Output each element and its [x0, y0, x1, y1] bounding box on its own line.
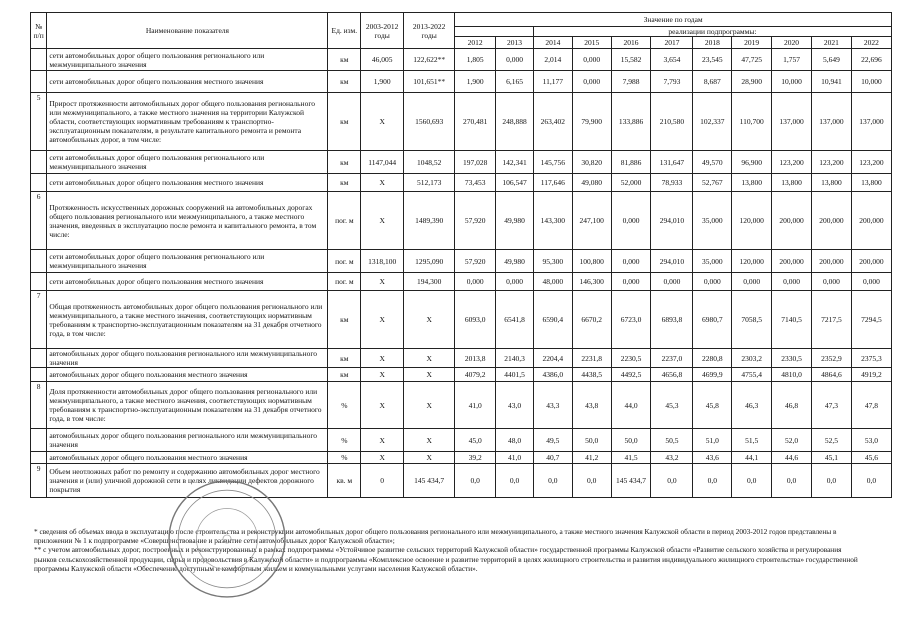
row-year-value: 0,0: [811, 464, 851, 498]
row-year-value: 294,010: [651, 192, 693, 250]
row-year-value: 43,0: [496, 382, 534, 429]
row-period-2013-2022: 512,173: [404, 174, 455, 192]
row-year-value: 2204,4: [533, 349, 572, 368]
row-year-value: 7,793: [651, 71, 693, 93]
table-row: [31, 174, 892, 192]
row-no: 9: [31, 464, 47, 498]
row-year-value: 4699,9: [693, 368, 732, 382]
row-year-value: 7217,5: [811, 291, 851, 349]
row-year-value: 110,700: [732, 93, 772, 151]
row-year-value: 6093,0: [455, 291, 496, 349]
row-year-value: 0,000: [455, 273, 496, 291]
row-year-value: 4656,8: [651, 368, 693, 382]
row-no: 7: [31, 291, 47, 349]
table-row: [31, 192, 892, 250]
row-year-value: 0,0: [693, 464, 732, 498]
table-row: [31, 382, 892, 429]
row-year-value: 7294,5: [851, 291, 891, 349]
row-year-value: 7058,5: [732, 291, 772, 349]
row-period-2003-2012: X: [361, 429, 404, 452]
row-year-value: 2231,8: [572, 349, 611, 368]
row-period-2003-2012: X: [361, 192, 404, 250]
row-period-2013-2022: 1295,090: [404, 250, 455, 273]
row-name: Протяженность искусственных дорожных сооружений на автомобильных дорогах общего пользования регионального или межмуниципального, а также местного значения, введенных в эксплуатацию после ремонта и капитального ремонта, в том числе:: [47, 192, 328, 250]
row-year-value: 10,941: [811, 71, 851, 93]
row-year-value: 43,3: [533, 382, 572, 429]
row-year-value: 45,1: [811, 452, 851, 464]
row-year-value: 28,900: [732, 71, 772, 93]
row-period-2003-2012: X: [361, 291, 404, 349]
row-name: сети автомобильных дорог общего пользования местного значения: [47, 71, 328, 93]
row-period-2003-2012: X: [361, 349, 404, 368]
header-unit: Ед. изм.: [328, 13, 361, 49]
row-name: Объем неотложных работ по ремонту и содержанию автомобильных дорог местного значения и (или) уличной дорожной сети в целях ликвидации дефектов дорожного покрытия: [47, 464, 328, 498]
row-year-value: 49,980: [496, 250, 534, 273]
row-name: автомобильных дорог общего пользования регионального или межмуниципального значения: [47, 349, 328, 368]
row-year-value: 45,6: [851, 452, 891, 464]
row-year-value: 145,756: [533, 151, 572, 174]
row-period-2013-2022: 1048,52: [404, 151, 455, 174]
row-year-value: 2375,3: [851, 349, 891, 368]
row-no: [31, 49, 47, 71]
row-year-value: 0,000: [693, 273, 732, 291]
row-period-2003-2012: 1147,044: [361, 151, 404, 174]
row-period-2003-2012: X: [361, 382, 404, 429]
row-unit: %: [328, 382, 361, 429]
row-year-value: 50,5: [651, 429, 693, 452]
row-name: Прирост протяженности автомобильных дорог общего пользования регионального или межмуниципального, а также местного значения на территории Калужской области, соответствующих нормативным требованиям к транспортно-эксплуатационным показателям, в результате капитального ремонта и ремонта автомобильных дорог, в том числе:: [47, 93, 328, 151]
row-year-value: 2237,0: [651, 349, 693, 368]
table-row: [31, 368, 892, 382]
row-year-value: 2303,2: [732, 349, 772, 368]
header-group-sub: реализации подпрограммы:: [533, 27, 891, 37]
header-year: 2014: [533, 37, 572, 49]
row-year-value: 23,545: [693, 49, 732, 71]
row-year-value: 146,300: [572, 273, 611, 291]
row-no: [31, 368, 47, 382]
row-year-value: 2013,8: [455, 349, 496, 368]
row-year-value: 137,000: [772, 93, 812, 151]
row-year-value: 8,687: [693, 71, 732, 93]
row-year-value: 49,5: [533, 429, 572, 452]
row-no: 8: [31, 382, 47, 429]
table-row: [31, 429, 892, 452]
row-year-value: 51,0: [693, 429, 732, 452]
row-year-value: 48,0: [496, 429, 534, 452]
row-period-2013-2022: 145 434,7: [404, 464, 455, 498]
row-no: 5: [31, 93, 47, 151]
row-year-value: 210,580: [651, 93, 693, 151]
header-year: 2017: [651, 37, 693, 49]
row-year-value: 0,000: [611, 250, 651, 273]
row-no: [31, 349, 47, 368]
row-year-value: 49,570: [693, 151, 732, 174]
row-year-value: 200,000: [811, 250, 851, 273]
row-year-value: 1,757: [772, 49, 812, 71]
row-year-value: 3,654: [651, 49, 693, 71]
row-unit: км: [328, 49, 361, 71]
row-unit: %: [328, 429, 361, 452]
header-period-2013-2022: 2013-2022 годы: [404, 13, 455, 49]
row-year-value: 2352,9: [811, 349, 851, 368]
row-year-value: 142,341: [496, 151, 534, 174]
row-year-value: 22,696: [851, 49, 891, 71]
row-year-value: 45,3: [651, 382, 693, 429]
row-year-value: 2,014: [533, 49, 572, 71]
row-year-value: 137,000: [811, 93, 851, 151]
row-period-2013-2022: X: [404, 452, 455, 464]
row-year-value: 200,000: [772, 250, 812, 273]
row-year-value: 123,200: [772, 151, 812, 174]
row-year-value: 0,000: [572, 49, 611, 71]
row-year-value: 4401,5: [496, 368, 534, 382]
table-row: [31, 273, 892, 291]
row-year-value: 0,0: [533, 464, 572, 498]
document-table-container: [30, 12, 892, 498]
row-year-value: 7140,5: [772, 291, 812, 349]
row-year-value: 45,8: [693, 382, 732, 429]
header-year: 2016: [611, 37, 651, 49]
row-year-value: 41,2: [572, 452, 611, 464]
row-year-value: 100,800: [572, 250, 611, 273]
row-year-value: 41,5: [611, 452, 651, 464]
row-year-value: 52,0: [772, 429, 812, 452]
row-year-value: 2230,5: [611, 349, 651, 368]
row-year-value: 47,3: [811, 382, 851, 429]
row-year-value: 43,8: [572, 382, 611, 429]
row-unit: км: [328, 71, 361, 93]
row-year-value: 50,0: [572, 429, 611, 452]
row-no: [31, 273, 47, 291]
row-name: сети автомобильных дорог общего пользования местного значения: [47, 174, 328, 192]
row-year-value: 2330,5: [772, 349, 812, 368]
row-year-value: 6893,8: [651, 291, 693, 349]
row-year-value: 143,300: [533, 192, 572, 250]
row-year-value: 0,000: [611, 273, 651, 291]
footnote-2: ** с учетом автомобильных дорог, построенных и реконструированных в рамках подпрограммы «Устойчивое развитие сельских территорий Калужской области» государственной программы Калужской области «Развитие сельского хозяйства и регулирования рынков сельскохозяйственной продукции, сырья и продовольствия в Калужской области» и подпрограммы «Комплексное освоение и развитие территорий в целях жилищного строительства и развития индивидуального жилищного строительства» государственной программы Калужской области «Обеспечение доступным и комфортным жильем и коммунальными услугами населения Калужской области».: [34, 545, 858, 573]
header-name: Наименование показателя: [47, 13, 328, 49]
row-name: сети автомобильных дорог общего пользования регионального или межмуниципального значения: [47, 49, 328, 71]
table-row: [31, 464, 892, 498]
row-year-value: 44,0: [611, 382, 651, 429]
table-row: [31, 71, 892, 93]
row-period-2003-2012: 46,005: [361, 49, 404, 71]
row-year-value: 35,000: [693, 250, 732, 273]
row-unit: пог. м: [328, 273, 361, 291]
row-year-value: 43,2: [651, 452, 693, 464]
row-year-value: 0,000: [732, 273, 772, 291]
row-year-value: 52,5: [811, 429, 851, 452]
row-year-value: 0,000: [651, 273, 693, 291]
row-year-value: 197,028: [455, 151, 496, 174]
row-name: автомобильных дорог общего пользования местного значения: [47, 368, 328, 382]
row-year-value: 123,200: [851, 151, 891, 174]
row-year-value: 4079,2: [455, 368, 496, 382]
row-year-value: 79,900: [572, 93, 611, 151]
header-year: 2018: [693, 37, 732, 49]
header-year: 2015: [572, 37, 611, 49]
row-year-value: 49,980: [496, 192, 534, 250]
row-period-2003-2012: X: [361, 93, 404, 151]
row-year-value: 133,886: [611, 93, 651, 151]
row-name: сети автомобильных дорог общего пользования регионального или межмуниципального значения: [47, 250, 328, 273]
row-no: 6: [31, 192, 47, 250]
row-period-2013-2022: 1560,693: [404, 93, 455, 151]
row-year-value: 0,000: [611, 192, 651, 250]
row-year-value: 53,0: [851, 429, 891, 452]
row-no: [31, 452, 47, 464]
row-period-2003-2012: X: [361, 452, 404, 464]
row-year-value: 0,000: [496, 273, 534, 291]
row-year-value: 4386,0: [533, 368, 572, 382]
row-year-value: 4755,4: [732, 368, 772, 382]
row-year-value: 117,646: [533, 174, 572, 192]
row-period-2013-2022: X: [404, 382, 455, 429]
row-year-value: 4919,2: [851, 368, 891, 382]
row-period-2003-2012: X: [361, 174, 404, 192]
row-year-value: 35,000: [693, 192, 732, 250]
row-year-value: 44,6: [772, 452, 812, 464]
header-group-title: Значение по годам: [455, 13, 892, 27]
table-row: [31, 93, 892, 151]
row-year-value: 1,900: [455, 71, 496, 93]
table-row: [31, 151, 892, 174]
row-year-value: 57,920: [455, 250, 496, 273]
row-unit: км: [328, 174, 361, 192]
row-name: Общая протяженность автомобильных дорог общего пользования регионального или межмуниципального, а также местного значения, соответствующих нормативным требованиям к транспортно-эксплуатационным показателям на 31 декабря отчетного года, в том числе:: [47, 291, 328, 349]
row-year-value: 15,582: [611, 49, 651, 71]
row-year-value: 6980,7: [693, 291, 732, 349]
row-year-value: 0,000: [851, 273, 891, 291]
row-period-2013-2022: X: [404, 349, 455, 368]
row-year-value: 4864,6: [811, 368, 851, 382]
row-no: [31, 151, 47, 174]
row-period-2003-2012: 1318,100: [361, 250, 404, 273]
row-year-value: 49,080: [572, 174, 611, 192]
header-gap: [455, 27, 534, 37]
row-year-value: 2280,8: [693, 349, 732, 368]
row-year-value: 102,337: [693, 93, 732, 151]
header-no: № п/п: [31, 13, 47, 49]
row-year-value: 106,547: [496, 174, 534, 192]
row-year-value: 30,820: [572, 151, 611, 174]
row-unit: пог. м: [328, 192, 361, 250]
row-unit: км: [328, 291, 361, 349]
row-year-value: 47,725: [732, 49, 772, 71]
table-row: [31, 291, 892, 349]
row-year-value: 0,0: [455, 464, 496, 498]
row-period-2003-2012: X: [361, 368, 404, 382]
row-period-2013-2022: X: [404, 368, 455, 382]
row-year-value: 43,6: [693, 452, 732, 464]
row-year-value: 2140,3: [496, 349, 534, 368]
table-row: [31, 250, 892, 273]
row-no: [31, 429, 47, 452]
row-name: автомобильных дорог общего пользования местного значения: [47, 452, 328, 464]
row-unit: пог. м: [328, 250, 361, 273]
row-year-value: 57,920: [455, 192, 496, 250]
row-year-value: 120,000: [732, 250, 772, 273]
row-year-value: 137,000: [851, 93, 891, 151]
row-year-value: 13,800: [811, 174, 851, 192]
row-year-value: 0,0: [572, 464, 611, 498]
footnotes: [34, 527, 864, 573]
header-year: 2019: [732, 37, 772, 49]
row-period-2003-2012: 0: [361, 464, 404, 498]
row-year-value: 6723,0: [611, 291, 651, 349]
row-year-value: 47,8: [851, 382, 891, 429]
row-year-value: 7,988: [611, 71, 651, 93]
row-year-value: 41,0: [496, 452, 534, 464]
row-year-value: 46,3: [732, 382, 772, 429]
header-year: 2022: [851, 37, 891, 49]
row-year-value: 0,0: [732, 464, 772, 498]
row-year-value: 263,402: [533, 93, 572, 151]
row-year-value: 40,7: [533, 452, 572, 464]
row-year-value: 11,177: [533, 71, 572, 93]
row-year-value: 200,000: [851, 192, 891, 250]
row-year-value: 0,000: [496, 49, 534, 71]
row-year-value: 13,800: [772, 174, 812, 192]
row-year-value: 52,767: [693, 174, 732, 192]
row-year-value: 10,000: [851, 71, 891, 93]
row-year-value: 248,888: [496, 93, 534, 151]
row-no: [31, 250, 47, 273]
row-year-value: 1,805: [455, 49, 496, 71]
row-year-value: 50,0: [611, 429, 651, 452]
row-period-2013-2022: 1489,390: [404, 192, 455, 250]
row-year-value: 13,800: [732, 174, 772, 192]
indicators-table: [30, 12, 892, 498]
row-period-2013-2022: 194,300: [404, 273, 455, 291]
row-year-value: 41,0: [455, 382, 496, 429]
row-year-value: 52,000: [611, 174, 651, 192]
row-year-value: 95,300: [533, 250, 572, 273]
header-period-2003-2012: 2003-2012 годы: [361, 13, 404, 49]
row-year-value: 0,000: [572, 71, 611, 93]
row-year-value: 131,647: [651, 151, 693, 174]
row-year-value: 39,2: [455, 452, 496, 464]
row-year-value: 145 434,7: [611, 464, 651, 498]
row-year-value: 0,000: [772, 273, 812, 291]
row-period-2013-2022: X: [404, 429, 455, 452]
row-name: сети автомобильных дорог общего пользования местного значения: [47, 273, 328, 291]
row-period-2013-2022: 101,651**: [404, 71, 455, 93]
row-year-value: 10,000: [772, 71, 812, 93]
header-year: 2012: [455, 37, 496, 49]
row-year-value: 200,000: [772, 192, 812, 250]
row-year-value: 5,649: [811, 49, 851, 71]
row-year-value: 6541,8: [496, 291, 534, 349]
row-name: автомобильных дорог общего пользования регионального или межмуниципального значения: [47, 429, 328, 452]
row-period-2003-2012: X: [361, 273, 404, 291]
row-year-value: 13,800: [851, 174, 891, 192]
row-year-value: 0,0: [851, 464, 891, 498]
table-row: [31, 349, 892, 368]
header-year: 2020: [772, 37, 812, 49]
row-year-value: 44,1: [732, 452, 772, 464]
row-year-value: 6670,2: [572, 291, 611, 349]
row-unit: км: [328, 349, 361, 368]
row-period-2013-2022: 122,622**: [404, 49, 455, 71]
header-row-1: [31, 13, 892, 27]
header-year: 2021: [811, 37, 851, 49]
row-year-value: 46,8: [772, 382, 812, 429]
row-no: [31, 71, 47, 93]
row-year-value: 0,0: [772, 464, 812, 498]
row-year-value: 51,5: [732, 429, 772, 452]
row-unit: км: [328, 93, 361, 151]
row-year-value: 0,0: [496, 464, 534, 498]
footnote-1: * сведения об объемах ввода в эксплуатацию после строительства и реконструкции автомобильных дорог общего пользования регионального или межмуниципального, а также местного значения Калужской области в период 2003-2012 годов представлены в приложении № 1 к подпрограмме «Совершенствование и развитие сети автомобильных дорог Калужской области»;: [34, 527, 837, 546]
table-row: [31, 452, 892, 464]
row-year-value: 4438,5: [572, 368, 611, 382]
row-period-2013-2022: X: [404, 291, 455, 349]
row-year-value: 73,453: [455, 174, 496, 192]
row-unit: %: [328, 452, 361, 464]
table-row: [31, 49, 892, 71]
row-year-value: 4810,0: [772, 368, 812, 382]
row-year-value: 4492,5: [611, 368, 651, 382]
row-year-value: 6,165: [496, 71, 534, 93]
row-no: [31, 174, 47, 192]
row-unit: км: [328, 368, 361, 382]
row-year-value: 270,481: [455, 93, 496, 151]
row-year-value: 294,010: [651, 250, 693, 273]
row-year-value: 78,933: [651, 174, 693, 192]
row-year-value: 120,000: [732, 192, 772, 250]
row-year-value: 96,900: [732, 151, 772, 174]
row-year-value: 247,100: [572, 192, 611, 250]
row-year-value: 0,000: [811, 273, 851, 291]
row-unit: км: [328, 151, 361, 174]
row-year-value: 0,0: [651, 464, 693, 498]
row-year-value: 200,000: [811, 192, 851, 250]
row-year-value: 45,0: [455, 429, 496, 452]
row-year-value: 6590,4: [533, 291, 572, 349]
row-year-value: 48,000: [533, 273, 572, 291]
row-unit: кв. м: [328, 464, 361, 498]
row-period-2003-2012: 1,900: [361, 71, 404, 93]
header-year: 2013: [496, 37, 534, 49]
row-name: сети автомобильных дорог общего пользования регионального или межмуниципального значения: [47, 151, 328, 174]
row-name: Доля протяженности автомобильных дорог общего пользования регионального или межмуниципального, а также местного значения, соответствующих нормативным требованиям к транспортно-эксплуатационным показателям на 31 декабря отчетного года, в том числе:: [47, 382, 328, 429]
row-year-value: 81,886: [611, 151, 651, 174]
row-year-value: 123,200: [811, 151, 851, 174]
row-year-value: 200,000: [851, 250, 891, 273]
